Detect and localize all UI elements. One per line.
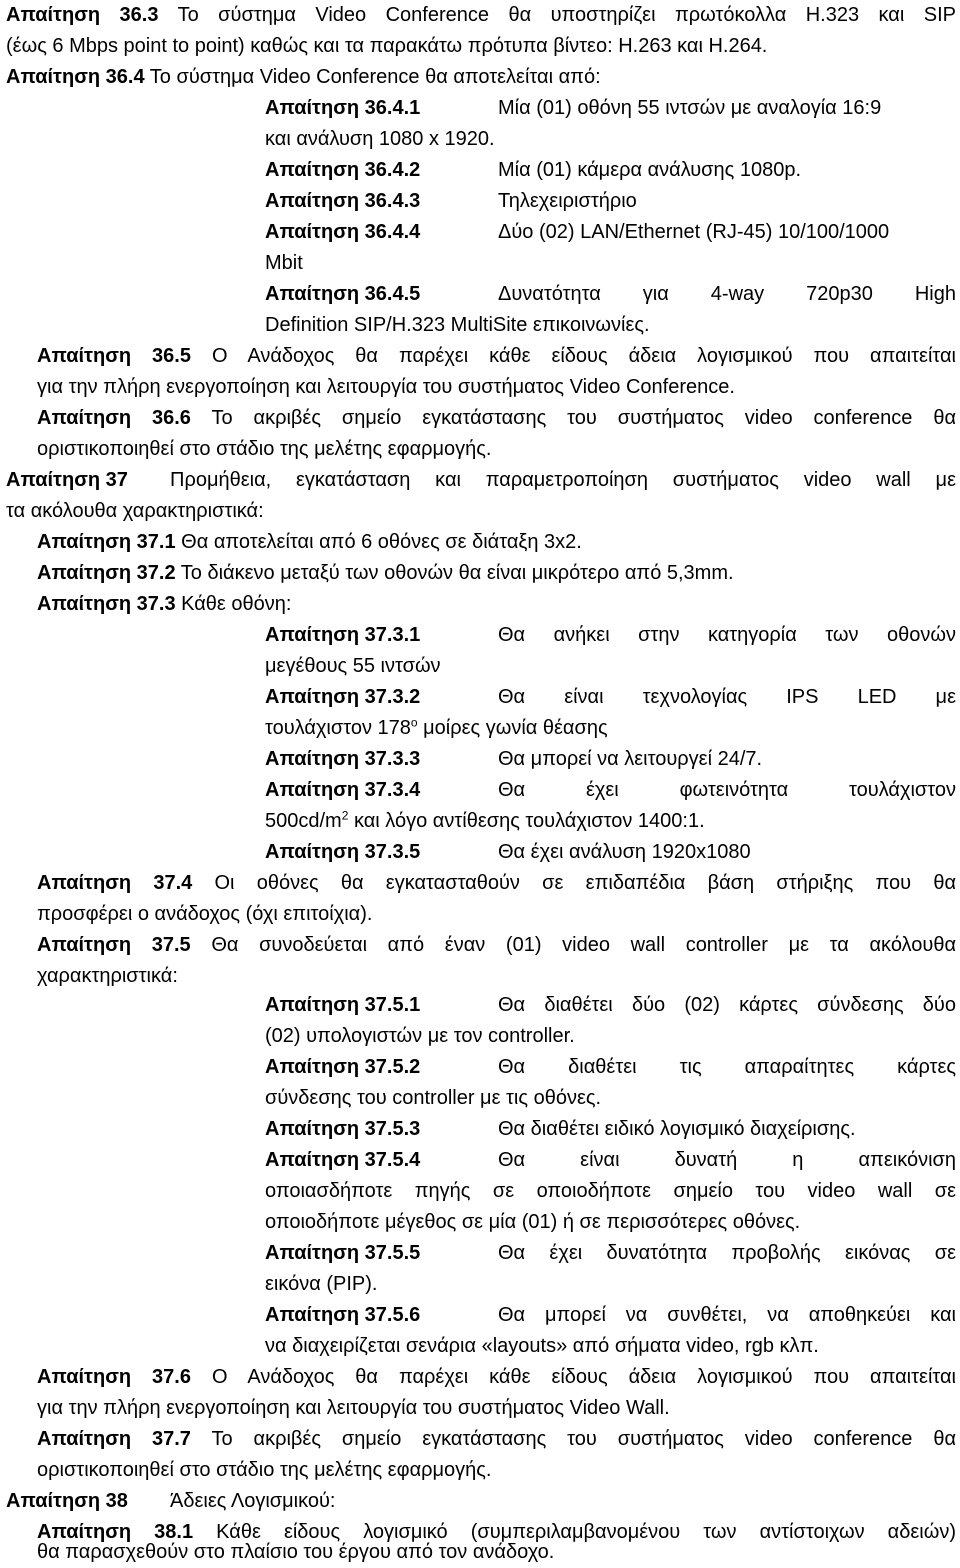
req-37-5-2-text: Θα διαθέτει τις απαραίτητες κάρτες [498, 1056, 956, 1078]
req-37-5-4-label: Απαίτηση 37.5.4 [265, 1149, 421, 1171]
req-37-3-4-text: Θα έχει φωτεινότητα τουλάχιστον [498, 779, 956, 801]
req-text: Κάθε είδους λογισμικό (συμπεριλαμβανομένου των αντίστοιχων αδειών) [216, 1521, 956, 1543]
req-38-text: Άδειες Λογισμικού: [170, 1490, 336, 1512]
req-37-5-6-text: Θα μπορεί να συνθέτει, να αποθηκεύει και [498, 1304, 956, 1326]
req-36-4-4-label: Απαίτηση 36.4.4 [265, 221, 421, 243]
req-text: Κάθε οθόνη: [181, 593, 292, 615]
req-label: Απαίτηση 36.3 [6, 4, 159, 26]
req-36-6-cont: οριστικοποιηθεί στο στάδιο της μελέτης εφαρμογής. [37, 438, 492, 460]
req-37-5-1-cont: (02) υπολογιστών με τον controller. [265, 1025, 575, 1047]
req-36-6 [37, 403, 956, 434]
req-37-5-3-label: Απαίτηση 37.5.3 [265, 1118, 421, 1140]
req-36-4 [6, 62, 601, 93]
req-37-cont: τα ακόλουθα χαρακτηριστικά: [6, 500, 264, 522]
superscript: 2 [341, 808, 349, 823]
req-label: Απαίτηση 36.6 [37, 407, 191, 429]
req-37-5-4-cont: οποιασδήποτε πηγής σε οποιοδήποτε σημείο του video wall σε [265, 1180, 956, 1202]
req-37-5-5-label: Απαίτηση 37.5.5 [265, 1242, 421, 1264]
req-36-4-1-label: Απαίτηση 36.4.1 [265, 97, 421, 119]
cont-text: τουλάχιστον 178 [265, 717, 411, 739]
req-36-4-5-cont: Definition SIP/H.323 MultiSite επικοινωνίες. [265, 314, 650, 336]
req-37-3-2-text: Θα είναι τεχνολογίας IPS LED με [498, 686, 956, 708]
req-37-6-cont: για την πλήρη ενεργοποίηση και λειτουργία του συστήματος Video Wall. [37, 1397, 670, 1419]
req-label: Απαίτηση 37.1 [37, 531, 176, 553]
req-37-6 [37, 1362, 956, 1393]
req-37-3-3-label: Απαίτηση 37.3.3 [265, 748, 421, 770]
cont-text: και λόγο αντίθεσης τουλάχιστον 1400:1. [353, 810, 705, 832]
req-37-7 [37, 1424, 956, 1455]
req-text: Το διάκενο μεταξύ των οθονών θα είναι μικρότερο από 5,3mm. [180, 562, 734, 584]
req-38-1-cont: θα παρασχεθούν στο πλαίσιο του έργου από τον ανάδοχο. [37, 1541, 555, 1563]
req-text: Θα συνοδεύεται από έναν (01) video wall controller με τα ακόλουθα [211, 934, 957, 956]
req-37-4 [37, 868, 956, 899]
superscript: ο [410, 715, 418, 730]
req-36-4-3-label: Απαίτηση 36.4.3 [265, 190, 421, 212]
req-37-3-2-label: Απαίτηση 37.3.2 [265, 686, 421, 708]
req-label: Απαίτηση 36.4 [6, 66, 145, 88]
req-text: Θα αποτελείται από 6 οθόνες σε διάταξη 3x2. [181, 531, 582, 553]
req-label: Απαίτηση 37.4 [37, 872, 193, 894]
req-36-4-3-text: Τηλεχειριστήριο [498, 190, 637, 212]
cont-text: μοίρες γωνία θέασης [423, 717, 608, 739]
req-37-5-5-cont: εικόνα (PIP). [265, 1273, 378, 1295]
req-37-5-1-text: Θα διαθέτει δύο (02) κάρτες σύνδεσης δύο [498, 994, 956, 1016]
req-37-5-3-text: Θα διαθέτει ειδικό λογισμικό διαχείρισης. [498, 1118, 856, 1140]
req-36-4-2-label: Απαίτηση 36.4.2 [265, 159, 421, 181]
req-37-label: Απαίτηση 37 [6, 469, 128, 491]
req-37-3-4-label: Απαίτηση 37.3.4 [265, 779, 421, 801]
req-37-5-6-cont: να διαχειρίζεται σενάρια «layouts» από σήματα video, rgb κλπ. [265, 1335, 819, 1357]
req-36-4-4-cont: Mbit [265, 252, 303, 274]
req-36-4-1-cont: και ανάλυση 1080 x 1920. [265, 128, 495, 150]
req-37-3-5-text: Θα έχει ανάλυση 1920x1080 [498, 841, 751, 863]
req-36-3-cont: (έως 6 Mbps point to point) καθώς και τα παρακάτω πρότυπα βίντεο: H.263 και H.264. [6, 35, 768, 57]
req-37-5 [37, 930, 956, 961]
req-label: Απαίτηση 37.6 [37, 1366, 191, 1388]
req-36-3 [6, 0, 956, 31]
req-36-4-5-text: Δυνατότητα για 4-way 720p30 High [498, 283, 956, 305]
req-37-3-1-text: Θα ανήκει στην κατηγορία των οθονών [498, 624, 956, 646]
req-37-5-2-cont: σύνδεσης του controller με τις οθόνες. [265, 1087, 602, 1109]
req-text: Οι οθόνες θα εγκατασταθούν σε επιδαπέδια βάση στήριξης που θα [214, 872, 957, 894]
req-36-5-cont: για την πλήρη ενεργοποίηση και λειτουργία του συστήματος Video Conference. [37, 376, 735, 398]
req-37-2 [37, 558, 734, 589]
req-label: Απαίτηση 37.7 [37, 1428, 191, 1450]
req-37-3-4-cont [265, 806, 705, 837]
req-37-4-cont: προσφέρει ο ανάδοχος (όχι επιτοίχια). [37, 903, 373, 925]
req-text: Ο Ανάδοχος θα παρέχει κάθε είδους άδεια λογισμικού που απαιτείται [211, 345, 957, 367]
req-37-5-cont: χαρακτηριστικά: [37, 965, 178, 987]
req-37-5-2-label: Απαίτηση 37.5.2 [265, 1056, 421, 1078]
req-37-5-6-label: Απαίτηση 37.5.6 [265, 1304, 421, 1326]
req-text: Το ακριβές σημείο εγκατάστασης του συστήματος video conference θα [211, 407, 957, 429]
req-36-4-2-text: Μία (01) κάμερα ανάλυσης 1080p. [498, 159, 802, 181]
req-38-label: Απαίτηση 38 [6, 1490, 128, 1512]
req-label: Απαίτηση 37.3 [37, 593, 176, 615]
req-36-4-1-text: Μία (01) οθόνη 55 ιντσών με αναλογία 16:9 [498, 97, 882, 119]
req-label: Απαίτηση 37.5 [37, 934, 191, 956]
req-37-3-5-label: Απαίτηση 37.3.5 [265, 841, 421, 863]
req-37-3-1-label: Απαίτηση 37.3.1 [265, 624, 421, 646]
req-37-3-2-cont [265, 713, 608, 744]
cont-text: 500cd/m [265, 810, 342, 832]
req-text: Ο Ανάδοχος θα παρέχει κάθε είδους άδεια λογισμικού που απαιτείται [211, 1366, 957, 1388]
req-text: Το σύστημα Video Conference θα υποστηρίζει πρωτόκολλα H.323 και SIP [177, 4, 957, 26]
req-text: Το σύστημα Video Conference θα αποτελείται από: [149, 66, 601, 88]
req-37-5-4-cont2: οποιοδήποτε μέγεθος σε μία (01) ή σε περισσότερες οθόνες. [265, 1211, 801, 1233]
req-37-5-5-text: Θα έχει δυνατότητα προβολής εικόνας σε [498, 1242, 956, 1264]
req-text: Το ακριβές σημείο εγκατάστασης του συστήματος video conference θα [211, 1428, 957, 1450]
req-36-4-5-label: Απαίτηση 36.4.5 [265, 283, 421, 305]
req-37-text: Προμήθεια, εγκατάσταση και παραμετροποίηση συστήματος video wall με [170, 469, 956, 491]
req-36-4-4-text: Δύο (02) LAN/Ethernet (RJ-45) 10/100/1000 [498, 221, 890, 243]
req-label: Απαίτηση 37.2 [37, 562, 176, 584]
req-37-3 [37, 589, 291, 620]
req-37-1 [37, 527, 582, 558]
req-37-3-3-text: Θα μπορεί να λειτουργεί 24/7. [498, 748, 763, 770]
req-label: Απαίτηση 38.1 [37, 1521, 194, 1543]
req-37-5-1-label: Απαίτηση 37.5.1 [265, 994, 421, 1016]
req-37-3-1-cont: μεγέθους 55 ιντσών [265, 655, 441, 677]
req-label: Απαίτηση 36.5 [37, 345, 191, 367]
req-37-5-4-text: Θα είναι δυνατή η απεικόνιση [498, 1149, 956, 1171]
req-37-7-cont: οριστικοποιηθεί στο στάδιο της μελέτης εφαρμογής. [37, 1459, 492, 1481]
req-36-5 [37, 341, 956, 372]
